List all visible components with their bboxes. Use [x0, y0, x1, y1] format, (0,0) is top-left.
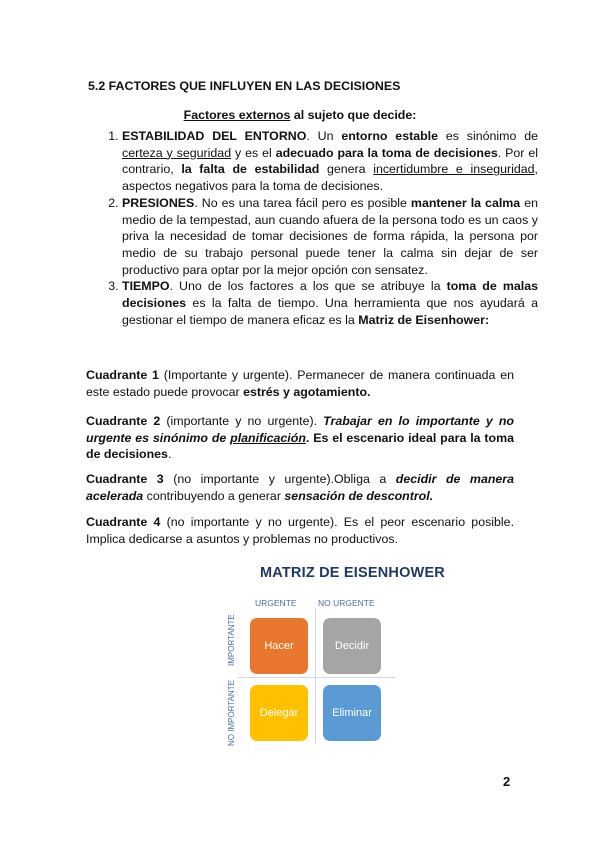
subheading — [0, 108, 600, 122]
factor-item-pressures: 2. PRESIONES. No es una tarea fácil pero es posible mantener la calma en medio de la tempestad, aun cuando afuera de la persona todo es un caos y priva la necesidad de tomar decisiones de forma rápida, la persona por medio de su trabajo personal puede tener la calma sin dejar de ser productivo para optar por la mejor opción con sensatez. — [122, 195, 538, 279]
page-number: 2 — [503, 774, 511, 789]
matrix-vertical-axis — [315, 608, 316, 744]
subheading-underlined: Factores externos — [183, 108, 291, 122]
matrix-cell-eliminar: Eliminar — [323, 685, 381, 741]
factor-title: TIEMPO — [122, 279, 170, 294]
factor-item-stability: 1. ESTABILIDAD DEL ENTORNO. Un entorno estable es sinónimo de certeza y seguridad y es el adecuado para la toma de decisiones. Por el contrario, la falta de estabilidad genera incertidumbre e inseguridad, aspectos negativos para la toma de decisiones. — [122, 128, 538, 195]
section-heading: 5.2 FACTORES QUE INFLUYEN EN LAS DECISIONES — [88, 79, 401, 93]
matrix-cell-delegar: Delegar — [250, 685, 308, 741]
subheading-rest: al sujeto que decide: — [290, 108, 417, 122]
matrix-cell-hacer: Hacer — [250, 618, 308, 674]
matrix-col-not-urgent: NO URGENTE — [318, 598, 375, 608]
factors-list — [98, 128, 538, 328]
matrix-title: MATRIZ DE EISENHOWER — [260, 565, 445, 581]
matrix-row-not-important: NO IMPORTANTE — [227, 680, 236, 746]
matrix-horizontal-axis — [238, 677, 396, 678]
quadrant-1-paragraph: Cuadrante 1 (Importante y urgente). Permanecer de manera continuada en este estado puede provocar estrés y agotamiento. — [86, 368, 514, 399]
quadrant-4-paragraph: Cuadrante 4 (no importante y no urgente). Es el peor escenario posible. Implica dedicarse a asuntos y problemas no productivos. — [86, 515, 515, 546]
matrix-col-urgent: URGENTE — [255, 598, 297, 608]
matrix-row-important: IMPORTANTE — [227, 614, 236, 666]
quadrant-2-paragraph: Cuadrante 2 (importante y no urgente). Trabajar en lo importante y no urgente es sinónimo de planificación. Es el escenario ideal para la toma de decisiones. — [86, 414, 514, 462]
factor-title: PRESIONES — [122, 195, 195, 210]
quadrant-3-paragraph: Cuadrante 3 (no importante y urgente).Obliga a decidir de manera acelerada contribuyendo a generar sensación de descontrol. — [86, 472, 515, 503]
eisenhower-matrix-figure — [220, 560, 445, 750]
factor-title: ESTABILIDAD DEL ENTORNO — [122, 129, 307, 143]
matrix-cell-decidir: Decidir — [323, 618, 381, 674]
factor-item-time: 3. TIEMPO. Uno de los factores a los que se atribuye la toma de malas decisiones es la falta de tiempo. Una herramienta que nos ayudará a gestionar el tiempo de manera eficaz es la Matriz de Eisenhower: — [122, 278, 538, 328]
